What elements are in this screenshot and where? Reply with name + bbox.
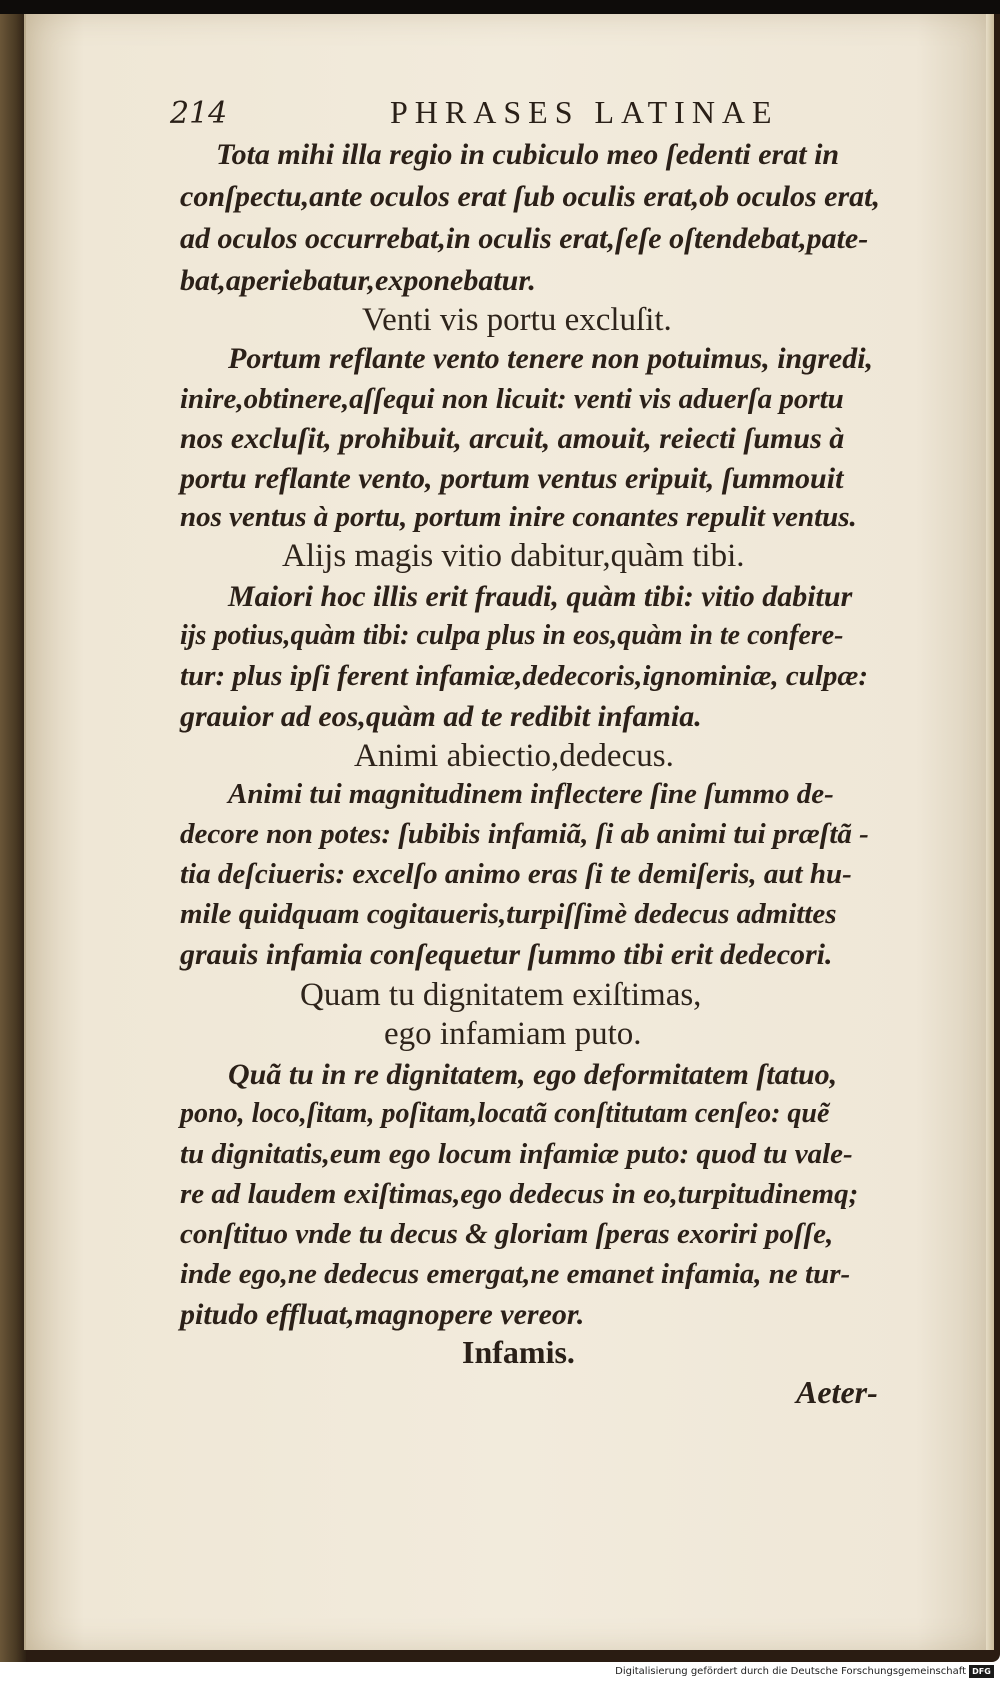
text-line: ad oculos occurrebat,in oculis erat,ſeſe oſtendebat,pate- — [180, 222, 869, 255]
running-title: PHRASES LATINAE — [390, 94, 779, 130]
dfg-logo: DFG — [969, 1665, 994, 1678]
text-line: decore non potes: ſubibis infamiã, ſi ab animi tui præſtã - — [180, 818, 869, 850]
text-line: conſpectu,ante oculos erat ſub oculis erat,ob oculos erat, — [180, 180, 880, 213]
book-spine-edge — [0, 10, 26, 1662]
section-heading: Venti vis portu excluſit. — [362, 302, 672, 338]
text-line: tia deſciueris: excelſo animo eras ſi te demiſeris, aut hu- — [180, 858, 852, 890]
section-heading: Alijs magis vitio dabitur,quàm tibi. — [282, 538, 745, 574]
text-line: inde ego,ne dedecus emergat,ne emanet infamia, ne tur- — [180, 1258, 851, 1290]
text-line: Maiori hoc illis erit fraudi, quàm tibi: vitio dabitur — [228, 580, 853, 613]
page-header — [170, 92, 960, 140]
text-line: pono, loco,ſitam, poſitam,locatã conſtitutam cenſeo: quẽ — [180, 1098, 830, 1129]
section-heading: ego infamiam puto. — [384, 1016, 642, 1052]
page-fore-edge — [986, 14, 994, 1650]
text-line: pitudo effluat,magnopere vereor. — [180, 1298, 585, 1331]
text-line: ijs potius,quàm tibi: culpa plus in eos,quàm in te confere- — [180, 620, 844, 651]
text-line: Quã tu in re dignitatem, ego deformitatem ſtatuo, — [228, 1058, 838, 1091]
text-line: tu dignitatis,eum ego locum infamiæ puto: quod tu vale- — [180, 1138, 853, 1170]
text-line: re ad laudem exiſtimas,ego dedecus in eo,turpitudinemq; — [180, 1178, 859, 1210]
text-line: grauior ad eos,quàm ad te redibit infamia. — [180, 700, 702, 733]
text-line: tur: plus ipſi ferent infamiæ,dedecoris,ignominiæ, culpæ: — [180, 660, 868, 692]
text-line: Animi tui magnitudinem inflectere ſine ſummo de- — [228, 778, 834, 810]
page-number: 214 — [170, 96, 228, 131]
text-line: conſtituo vnde tu decus & gloriam ſperas exoriri poſſe, — [180, 1218, 834, 1250]
text-line: nos ventus à portu, portum inire conantes repulit ventus. — [180, 501, 857, 533]
text-line: nos excluſit, prohibuit, arcuit, amouit, reiecti ſumus à — [180, 422, 845, 455]
text-line: bat,aperiebatur,exponebatur. — [180, 264, 536, 297]
scan-top-edge — [0, 0, 1000, 14]
text-line: Tota mihi illa regio in cubiculo meo ſedenti erat in — [216, 138, 840, 171]
section-heading: Animi abiectio,dedecus. — [354, 738, 674, 774]
text-line: Portum reflante vento tenere non potuimus, ingredi, — [228, 342, 874, 375]
text-line: grauis infamia conſequetur ſummo tibi erit dedecori. — [180, 938, 833, 971]
catchword: Aeter- — [796, 1374, 878, 1410]
text-line: inire,obtinere,aſſequi non licuit: venti vis aduerſa portu — [180, 383, 844, 415]
text-line: mile quidquam cogitaueris,turpiſſimè dedecus admittes — [180, 898, 837, 930]
section-heading: Infamis. — [462, 1334, 575, 1370]
digitization-credit: Digitalisierung gefördert durch die Deutsche Forschungsgemeinschaft — [615, 1666, 966, 1677]
section-heading: Quam tu dignitatem exiſtimas, — [300, 977, 702, 1013]
text-line: portu reflante vento, portum ventus eripuit, ſummouit — [180, 462, 844, 495]
